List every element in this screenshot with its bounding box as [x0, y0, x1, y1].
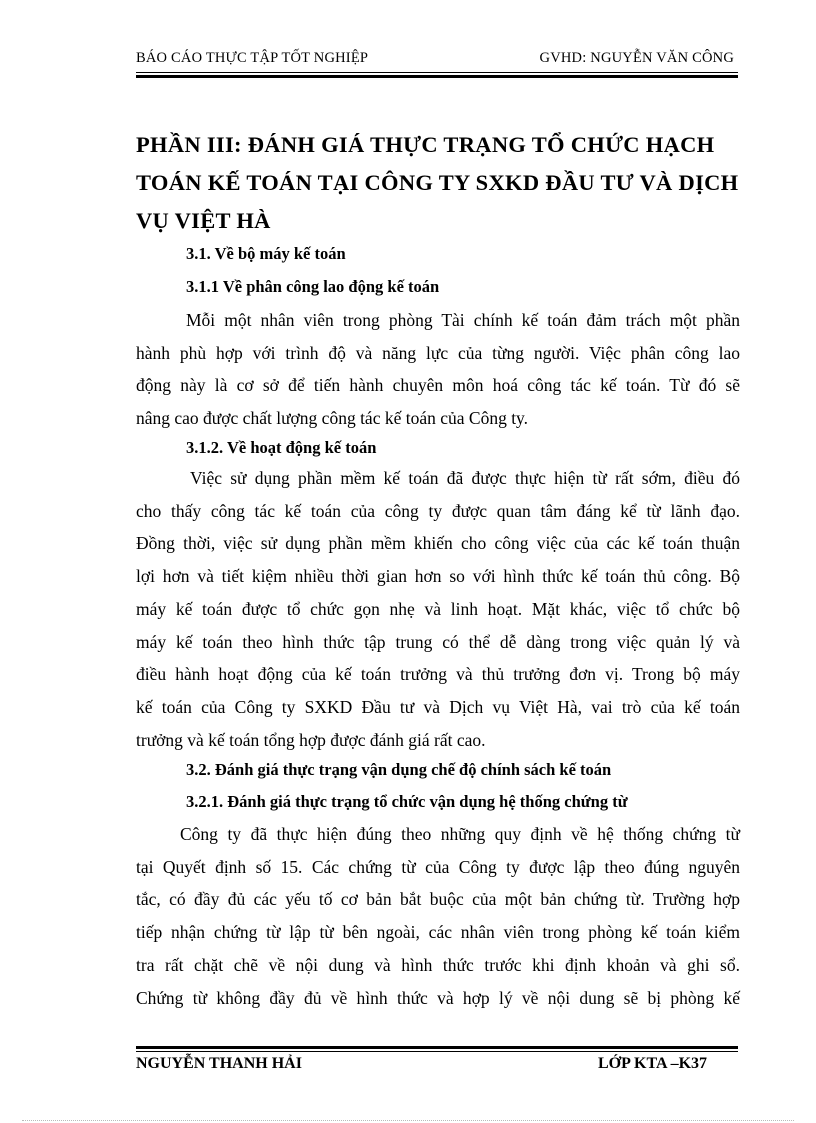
- header-supervisor: GVHD: NGUYỄN VĂN CÔNG: [539, 50, 734, 66]
- paragraph-line: Công ty đã thực hiện đúng theo những quy định về hệ thống chứng từ: [180, 824, 740, 844]
- heading-3-1: 3.1. Về bộ máy kế toán: [186, 244, 346, 263]
- paragraph-line: máy kế toán theo hình thức tập trung có thể dễ dàng trong việc quản lý và: [136, 631, 740, 652]
- paragraph-line: tra rất chặt chẽ về nội dung và hình thức trước khi định khoản và ghi sổ.: [136, 954, 740, 975]
- chapter-title-line: VỤ VIỆT HÀ: [136, 208, 271, 233]
- header-report-title: BÁO CÁO THỰC TẬP TỐT NGHIỆP: [136, 50, 369, 66]
- paragraph-line: lợi hơn và tiết kiệm nhiều thời gian hơn so với hình thức kế toán thủ công. Bộ: [136, 566, 740, 587]
- footer-rule-thin: [136, 1051, 738, 1052]
- page-bottom-border: [22, 1120, 794, 1121]
- header-rule-thin: [136, 72, 738, 73]
- paragraph-3-1-2: [136, 462, 740, 756]
- paragraph-line: động này là cơ sở để tiến hành chuyên môn hoá công tác kế toán. Từ đó sẽ: [136, 375, 740, 396]
- paragraph-line: Việc sử dụng phần mềm kế toán đã được thực hiện từ rất sớm, điều đó: [190, 468, 740, 488]
- paragraph-line: tắc, có đầy đủ các yếu tố cơ bản bắt buộc của một bản chứng từ. Trường hợp: [136, 889, 740, 910]
- footer-class: LỚP KTA –K37: [598, 1055, 708, 1072]
- chapter-title-line: TOÁN KẾ TOÁN TẠI CÔNG TY SXKD ĐẦU TƯ VÀ DỊCH: [136, 170, 739, 195]
- chapter-title-line: PHẦN III: ĐÁNH GIÁ THỰC TRẠNG TỔ CHỨC HẠCH: [136, 132, 715, 157]
- paragraph-line: hành phù hợp với trình độ và năng lực của từng người. Việc phân công lao: [136, 342, 740, 363]
- footer-rule-thick: [136, 1046, 738, 1049]
- header-rule-thick: [136, 75, 738, 78]
- paragraph-line: kế toán của Công ty SXKD Đầu tư và Dịch vụ Việt Hà, vai trò của kế toán: [136, 696, 740, 717]
- paragraph-line: điều hành hoạt động của kế toán trưởng và thủ trưởng đơn vị. Trong bộ máy: [136, 664, 740, 685]
- heading-3-1-1: 3.1.1 Về phân công lao động kế toán: [186, 277, 440, 296]
- paragraph-line: nâng cao được chất lượng công tác kế toán của Công ty.: [136, 408, 529, 429]
- chapter-title: [136, 126, 739, 240]
- paragraph-line: Đồng thời, việc sử dụng phần mềm khiến cho công việc của các kế toán thuận: [136, 533, 740, 554]
- paragraph-line: trưởng và kế toán tổng hợp được đánh giá rất cao.: [136, 729, 486, 750]
- paragraph-line: tiếp nhận chứng từ lập từ bên ngoài, các nhân viên trong phòng kế toán kiểm: [136, 922, 740, 943]
- paragraph-line: máy kế toán được tổ chức gọn nhẹ và linh hoạt. Mặt khác, việc tổ chức bộ: [136, 598, 740, 619]
- paragraph-line: cho thấy công tác kế toán của công ty được quan tâm đáng kể từ lãnh đạo.: [136, 500, 740, 521]
- heading-3-2-1: 3.2.1. Đánh giá thực trạng tổ chức vận dụng hệ thống chứng từ: [186, 792, 628, 811]
- paragraph-line: Mỗi một nhân viên trong phòng Tài chính kế toán đảm trách một phần: [186, 310, 740, 330]
- heading-3-2: 3.2. Đánh giá thực trạng vận dụng chế độ chính sách kế toán: [186, 760, 612, 779]
- paragraph-3-1-1: [136, 304, 740, 435]
- footer-author: NGUYỄN THANH HẢI: [136, 1055, 302, 1072]
- paragraph-line: tại Quyết định số 15. Các chứng từ của Công ty được lập theo đúng nguyên: [136, 856, 740, 877]
- heading-3-1-2: 3.1.2. Về hoạt động kế toán: [186, 438, 377, 457]
- paragraph-3-2-1: [136, 818, 740, 1014]
- paragraph-line: Chứng từ không đầy đủ về hình thức và hợp lý về nội dung sẽ bị phòng kế: [136, 987, 740, 1008]
